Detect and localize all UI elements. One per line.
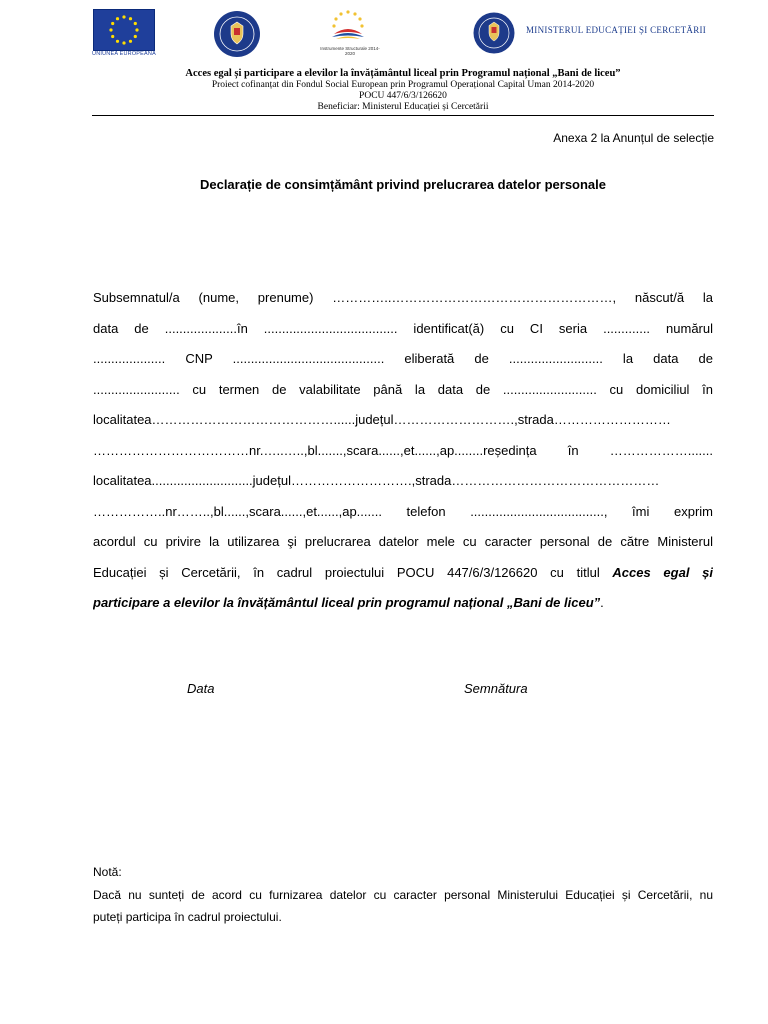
note-line: puteți participa în cadrul proiectului. xyxy=(93,910,282,924)
eu-caption: UNIUNEA EUROPEANĂ xyxy=(92,51,156,57)
declaration-line: .................... CNP .......................................... eliberată de .......................... la data de xyxy=(93,351,713,366)
government-seal-logo xyxy=(213,10,261,58)
project-header xyxy=(92,68,714,113)
structural-instruments-caption: Instrumente Structurale 2014-2020 xyxy=(320,46,380,56)
date-label: Data xyxy=(187,681,215,696)
project-code: POCU 447/6/3/126620 xyxy=(359,91,447,101)
eu-flag-logo xyxy=(93,9,155,51)
annex-label: Anexa 2 la Anunțul de selecție xyxy=(553,131,714,145)
project-cofinance-line: Proiect cofinanțat din Fondul Social European prin Programul Operațional Capital Uman 2014-2020 xyxy=(211,80,595,90)
declaration-line-final xyxy=(93,588,713,619)
document-title: Declarație de consimțământ privind prelucrarea datelor personale xyxy=(199,177,607,192)
declaration-line: ……………..nr……..,bl......,scara......,et......,ap....... telefon ....................................., îmi exprim xyxy=(93,503,713,519)
declaration-line: acordul cu privire la utilizarea şi prelucrarea datelor mele cu caracter personal de către Ministerul xyxy=(93,534,713,549)
declaration-line: data de ....................în ..................................... identificat(ă) cu CI seria ............. numărul xyxy=(93,320,713,336)
declaration-line: localitatea……………………………………......județul……………………….,strada……………………… xyxy=(93,412,671,427)
project-header-title: Acces egal și participare a elevilor la învățământul liceal prin Programul național „Bani de liceu” xyxy=(185,68,621,79)
declaration-line-project xyxy=(93,558,713,589)
note-line: Dacă nu sunteți de acord cu furnizarea datelor cu caracter personal Ministerului Educației și Cercetării, nu xyxy=(93,888,713,902)
project-title-part1: Acces egal și xyxy=(612,564,713,580)
project-title-part2: participare a elevilor la învățământul liceal prin programul național „Bani de liceu” xyxy=(93,595,601,610)
declaration-line: Subsemnatul/a (nume, prenume) …………..……………………………………………, născut/ă la xyxy=(93,290,713,305)
declaration-body xyxy=(93,283,713,619)
logo-row xyxy=(92,8,712,58)
declaration-line: localitatea............................județul……………………….,strada………………………………………… xyxy=(93,473,660,488)
declaration-line-text: Educației și Cercetării, în cadrul proiectului POCU 447/6/3/126620 cu titlul xyxy=(93,564,600,580)
declaration-line: ………………………………nr.…..…..,bl.......,scara......,et......,ap........reședința în ………………....... xyxy=(93,442,713,458)
project-beneficiary: Beneficiar: Ministerul Educației și Cercetării xyxy=(317,102,489,112)
declaration-line: ........................ cu termen de valabilitate până la data de .......................... cu domiciliul în xyxy=(93,381,713,397)
final-punctuation: . xyxy=(600,595,604,610)
ministry-seal-logo xyxy=(473,12,515,54)
eu-stars-icon xyxy=(108,14,140,46)
note-title: Notă: xyxy=(93,865,122,879)
header-divider xyxy=(92,115,714,116)
signature-label: Semnătura xyxy=(464,681,528,696)
note-text xyxy=(93,884,713,928)
ministry-name: MINISTERUL EDUCAȚIEI ȘI CERCETĂRII xyxy=(526,25,707,35)
